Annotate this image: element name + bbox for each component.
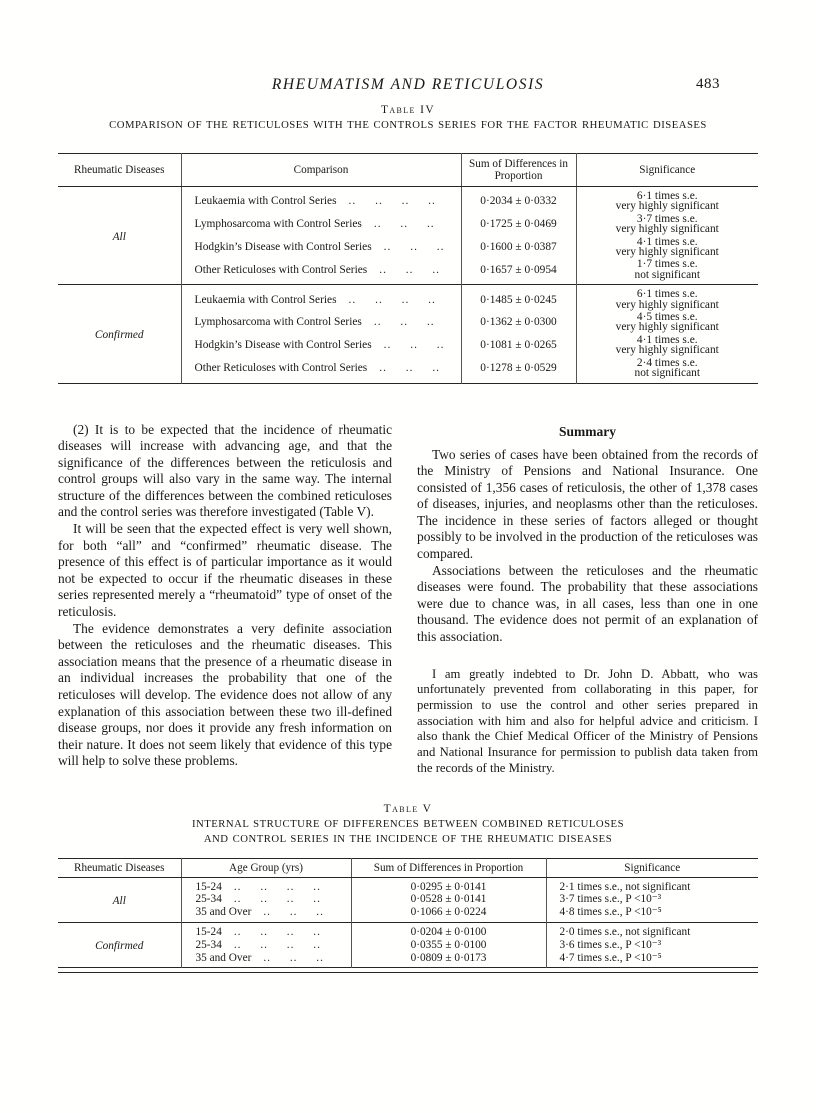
significance-cell: 3·7 times s.e., P <10⁻³: [559, 893, 662, 906]
age-group-text: 25-34: [195, 938, 222, 951]
value-cell: 0·2034 ± 0·0332: [461, 187, 576, 213]
significance-cell: [576, 187, 758, 213]
col-header-comparison: Comparison: [181, 154, 461, 187]
age-group-cell: [181, 952, 351, 968]
paragraph: It will be seen that the expected effect is very well shown, for both “all” and “confirmed” rheumatic disease. The presence of this effect is of particular importance as it would not be expected to occur if the rheumatic diseases in these series represented merely a “rheumatoid” type of onset of the reticulosis.: [58, 521, 393, 620]
col-header-significance: Significance: [546, 858, 758, 877]
comparison-cell: [181, 311, 461, 334]
dot-leaders: .. .. .. ..: [233, 893, 321, 906]
significance-line1: 3·7 times s.e.: [636, 212, 698, 225]
significance-cell: 4·8 times s.e., P <10⁻⁵: [559, 906, 662, 919]
significance-line1: 4·5 times s.e.: [636, 311, 698, 324]
comparison-cell: [181, 357, 461, 383]
table-v-title-line1: INTERNAL STRUCTURE OF DIFFERENCES BETWEEN COMBINED RETICULOSES: [191, 817, 625, 830]
age-group-cell: [181, 922, 351, 938]
table-iv-group-confirmed: [58, 285, 758, 383]
dot-leaders: .. .. .. ..: [233, 880, 321, 893]
age-group-cell: [181, 893, 351, 906]
significance-cell: [576, 258, 758, 284]
significance-cell: 4·7 times s.e., P <10⁻⁵: [559, 951, 662, 964]
value-cell: 0·1725 ± 0·0469: [461, 213, 576, 236]
comparison-cell: [181, 236, 461, 259]
table-iv-label: Table IV: [380, 104, 436, 116]
age-group-text: 35 and Over: [195, 906, 252, 919]
summary-heading: Summary: [559, 423, 616, 439]
left-column: [58, 422, 392, 777]
significance-line1: 2·4 times s.e.: [636, 356, 698, 369]
value-cell: 0·0355 ± 0·0100: [351, 939, 546, 952]
page-number: 483: [696, 76, 720, 92]
significance-cell: [576, 334, 758, 357]
body-columns: [58, 422, 758, 777]
table-v-group-confirmed: [58, 922, 758, 967]
dot-leaders: .. .. ..: [383, 339, 445, 352]
dot-leaders: .. .. .. ..: [348, 195, 436, 208]
col-header-rheumatic-diseases: Rheumatic Diseases: [58, 154, 181, 187]
comparison-cell: [181, 187, 461, 213]
significance-line2: not significant: [634, 268, 700, 281]
comparison-cell: [181, 334, 461, 357]
significance-line2: very highly significant: [615, 298, 719, 311]
col-header-sum-of-differences: Sum of Differences in Proportion: [461, 154, 576, 187]
value-cell: 0·0528 ± 0·0141: [351, 893, 546, 906]
dot-leaders: .. .. ..: [379, 263, 441, 276]
significance-line1: 4·1 times s.e.: [636, 333, 698, 346]
paragraph: (2) It is to be expected that the incidence of rheumatic diseases will increase with advancing age, and that the significance of the differences between the reticulosis and control groups will also vary in the same way. The internal structure of the differences between the combined reticuloses and the control series was therefore investigated (Table V).: [58, 421, 393, 520]
significance-cell: 2·1 times s.e., not significant: [559, 880, 691, 893]
dot-leaders: .. .. .. ..: [233, 938, 321, 951]
dot-leaders: .. .. ..: [383, 241, 445, 254]
age-group-cell: [181, 906, 351, 922]
comparison-text: Leukaemia with Control Series: [194, 195, 337, 208]
table-row: [58, 877, 758, 893]
value-cell: 0·0204 ± 0·0100: [351, 922, 546, 938]
dot-leaders: .. .. ..: [263, 906, 324, 919]
value-cell: 0·1600 ± 0·0387: [461, 236, 576, 259]
significance-line1: 6·1 times s.e.: [636, 288, 698, 301]
age-group-text: 15-24: [195, 925, 222, 938]
comparison-text: Other Reticuloses with Control Series: [194, 263, 368, 276]
significance-line1: 6·1 times s.e.: [636, 190, 698, 202]
dot-leaders: .. .. .. ..: [348, 293, 436, 306]
value-cell: 0·1362 ± 0·0300: [461, 311, 576, 334]
value-cell: 0·1485 ± 0·0245: [461, 285, 576, 311]
age-group-cell: [181, 877, 351, 893]
running-title: RHEUMATISM AND RETICULOSIS: [271, 76, 545, 93]
col-header-rheumatic-diseases: Rheumatic Diseases: [58, 858, 181, 877]
significance-cell: [576, 311, 758, 334]
page-header: [58, 76, 758, 96]
paragraph: The evidence demonstrates a very definite association between the reticuloses and the rheumatic diseases. This association means that the presence of a rheumatic disease in an individual increases the probability that one of the reticuloses will develop. The evidence does not allow of any explanation of this association between these two ill-defined disease groups, nor does it provide any fresh information on their nature. It does not seem likely that evidence of this type will help to solve these problems.: [58, 620, 393, 769]
col-header-age-group: Age Group (yrs): [181, 858, 351, 877]
table-iv: [58, 153, 758, 384]
table-iv-title: COMPARISON OF THE RETICULOSES WITH THE CONTROLS SERIES FOR THE FACTOR RHEUMATIC DISEASES: [109, 119, 707, 131]
comparison-cell: [181, 258, 461, 284]
value-cell: 0·1066 ± 0·0224: [351, 906, 546, 922]
significance-cell: [576, 236, 758, 259]
value-cell: 0·0295 ± 0·0141: [351, 877, 546, 893]
comparison-text: Lymphosarcoma with Control Series: [194, 218, 362, 231]
comparison-text: Hodgkin’s Disease with Control Series: [194, 241, 372, 254]
significance-cell: [576, 285, 758, 311]
right-column: [417, 422, 758, 777]
table-v-header-row: [58, 858, 758, 877]
col-header-sum-of-differences: Sum of Differences in Proportion: [351, 858, 546, 877]
comparison-text: Lymphosarcoma with Control Series: [194, 316, 362, 329]
significance-line2: very highly significant: [615, 223, 719, 236]
table-v-group-all: [58, 877, 758, 922]
significance-line2: not significant: [634, 367, 700, 380]
table-iv-group-all: [58, 187, 758, 285]
comparison-text: Leukaemia with Control Series: [194, 293, 337, 306]
significance-line2: very highly significant: [615, 321, 719, 334]
col-header-significance: Significance: [576, 154, 758, 187]
value-cell: 0·1657 ± 0·0954: [461, 258, 576, 284]
comparison-text: Other Reticuloses with Control Series: [194, 362, 368, 375]
dot-leaders: .. .. ..: [263, 951, 324, 964]
table-row: [58, 285, 758, 311]
paragraph: Two series of cases have been obtained from the records of the Ministry of Pensions and National Insurance. One consisted of 1,356 cases of reticulosis, the other of 1,378 cases of diseases, injuries, and neoplasms other than the reticuloses. The incidence in these series of factors alleged or thought possibly to be involved in the production of the reticuloses was compared.: [417, 446, 758, 562]
significance-line1: 4·1 times s.e.: [636, 235, 698, 248]
age-group-text: 25-34: [195, 893, 222, 906]
group-label-confirmed: Confirmed: [58, 922, 181, 967]
paragraph: Associations between the reticuloses and the rheumatic diseases were found. The probability that these associations were due to chance was, in all cases, less than one in one thousand. The evidence does not permit of an explanation of this association.: [417, 562, 758, 645]
group-label-confirmed: Confirmed: [58, 285, 181, 383]
table-v-title-line2: AND CONTROL SERIES IN THE INCIDENCE OF THE RHEUMATIC DISEASES: [203, 832, 613, 845]
age-group-text: 15-24: [195, 880, 222, 893]
table-v-label: Table V: [383, 802, 433, 815]
significance-cell: 2·0 times s.e., not significant: [546, 922, 758, 938]
table-iv-header-row: [58, 154, 758, 187]
group-label-all: All: [58, 877, 181, 922]
table-v-bottom-rule: [58, 972, 758, 973]
table-row: [58, 187, 758, 213]
dot-leaders: .. .. ..: [379, 362, 441, 375]
value-cell: 0·1081 ± 0·0265: [461, 334, 576, 357]
significance-line1: 1·7 times s.e.: [636, 258, 698, 271]
table-row: [58, 922, 758, 938]
dot-leaders: .. .. ..: [373, 316, 435, 329]
significance-line2: very highly significant: [615, 344, 719, 357]
value-cell: 0·0809 ± 0·0173: [351, 952, 546, 968]
table-v: [58, 858, 758, 969]
dot-leaders: .. .. .. ..: [233, 925, 321, 938]
comparison-cell: [181, 285, 461, 311]
age-group-text: 35 and Over: [195, 951, 252, 964]
significance-cell: [576, 357, 758, 383]
comparison-cell: [181, 213, 461, 236]
group-label-all: All: [58, 187, 181, 285]
value-cell: 0·1278 ± 0·0529: [461, 357, 576, 383]
significance-line2: very highly significant: [615, 200, 719, 213]
acknowledgment-paragraph: I am greatly indebted to Dr. John D. Abbatt, who was unfortunately prevented from collaborating in this paper, for permission to use the control and other series prepared in association with him and also for helpful advice and criticism. I also thank the Chief Medical Officer of the Ministry of Pensions and National Insurance for permission to publish data taken from the records of the Ministry.: [417, 666, 758, 775]
significance-line2: very highly significant: [615, 246, 719, 259]
significance-cell: [576, 213, 758, 236]
age-group-cell: [181, 939, 351, 952]
comparison-text: Hodgkin’s Disease with Control Series: [194, 339, 372, 352]
dot-leaders: .. .. ..: [373, 218, 435, 231]
significance-cell: 3·6 times s.e., P <10⁻³: [559, 938, 662, 951]
